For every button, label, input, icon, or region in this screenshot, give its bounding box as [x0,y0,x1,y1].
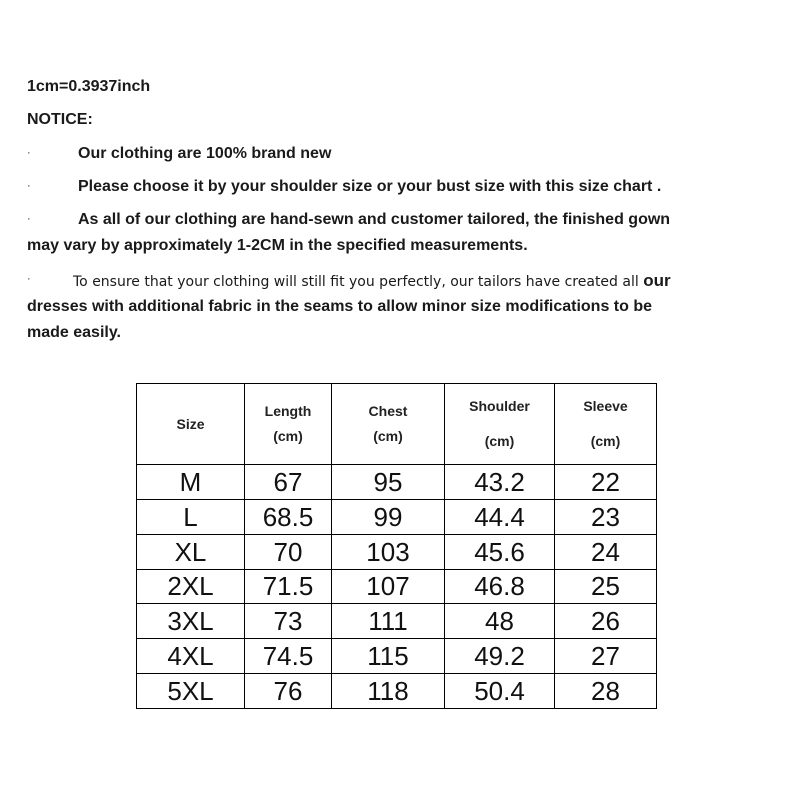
notice-item-4-text: To ensure that your clothing will still fit you perfectly, our tailors have created all [73,274,639,290]
cell-sleeve: 27 [555,639,657,674]
bullet: · [27,180,31,192]
cell-chest: 99 [332,499,445,534]
header-label: Shoulder [469,398,530,414]
size-chart-table [136,383,657,709]
cell-length: 73 [245,604,332,639]
header-size [137,384,245,465]
notice-item-4-cont2: made easily. [27,324,121,341]
bullet: · [27,273,31,285]
cell-sleeve: 23 [555,499,657,534]
cell-sleeve: 26 [555,604,657,639]
cell-shoulder: 45.6 [445,534,555,569]
cell-sleeve: 28 [555,674,657,709]
bullet: · [27,213,31,225]
header-label: Size [176,415,205,432]
cell-chest: 107 [332,569,445,604]
cell-shoulder: 50.4 [445,674,555,709]
header-label: Length [264,403,312,419]
header-unit: (cm) [590,433,621,449]
cell-length: 74.5 [245,639,332,674]
table-row [137,639,657,674]
conversion-note: 1cm=0.3937inch [27,78,151,95]
header-unit: (cm) [373,428,403,444]
cell-chest: 115 [332,639,445,674]
cell-length: 68.5 [245,499,332,534]
notice-item-1: Our clothing are 100% brand new [78,145,332,162]
cell-shoulder: 43.2 [445,465,555,500]
header-label: Sleeve [583,398,628,414]
table-header-row [137,384,657,465]
header-unit: (cm) [484,433,515,449]
cell-length: 71.5 [245,569,332,604]
header-chest [332,384,445,465]
cell-shoulder: 44.4 [445,499,555,534]
cell-size: M [137,465,245,500]
table-row [137,465,657,500]
header-label: Chest [368,403,408,419]
table-row [137,534,657,569]
cell-shoulder: 49.2 [445,639,555,674]
header-length [245,384,332,465]
cell-chest: 103 [332,534,445,569]
notice-item-2: Please choose it by your shoulder size or your bust size with this size chart . [78,178,662,195]
header-sleeve [555,384,657,465]
cell-size: 5XL [137,674,245,709]
cell-size: 3XL [137,604,245,639]
cell-length: 70 [245,534,332,569]
header-shoulder [445,384,555,465]
table-row [137,569,657,604]
cell-length: 67 [245,465,332,500]
cell-size: 4XL [137,639,245,674]
notice-title: NOTICE: [27,111,93,128]
notice-item-4-cont: dresses with additional fabric in the seams to allow minor size modifications to be [27,298,653,315]
notice-item-4 [73,271,671,292]
table-row [137,604,657,639]
bullet: · [27,147,31,159]
table-row [137,499,657,534]
cell-sleeve: 22 [555,465,657,500]
cell-shoulder: 48 [445,604,555,639]
cell-length: 76 [245,674,332,709]
notice-item-3: As all of our clothing are hand-sewn and customer tailored, the finished gown [78,211,671,228]
cell-chest: 95 [332,465,445,500]
cell-sleeve: 24 [555,534,657,569]
cell-size: L [137,499,245,534]
notice-item-4-our: our [643,271,671,290]
notice-item-3-cont: may vary by approximately 1-2CM in the specified measurements. [27,237,528,254]
header-unit: (cm) [273,428,303,444]
cell-chest: 111 [332,604,445,639]
cell-shoulder: 46.8 [445,569,555,604]
cell-chest: 118 [332,674,445,709]
cell-sleeve: 25 [555,569,657,604]
cell-size: 2XL [137,569,245,604]
table-row [137,674,657,709]
cell-size: XL [137,534,245,569]
